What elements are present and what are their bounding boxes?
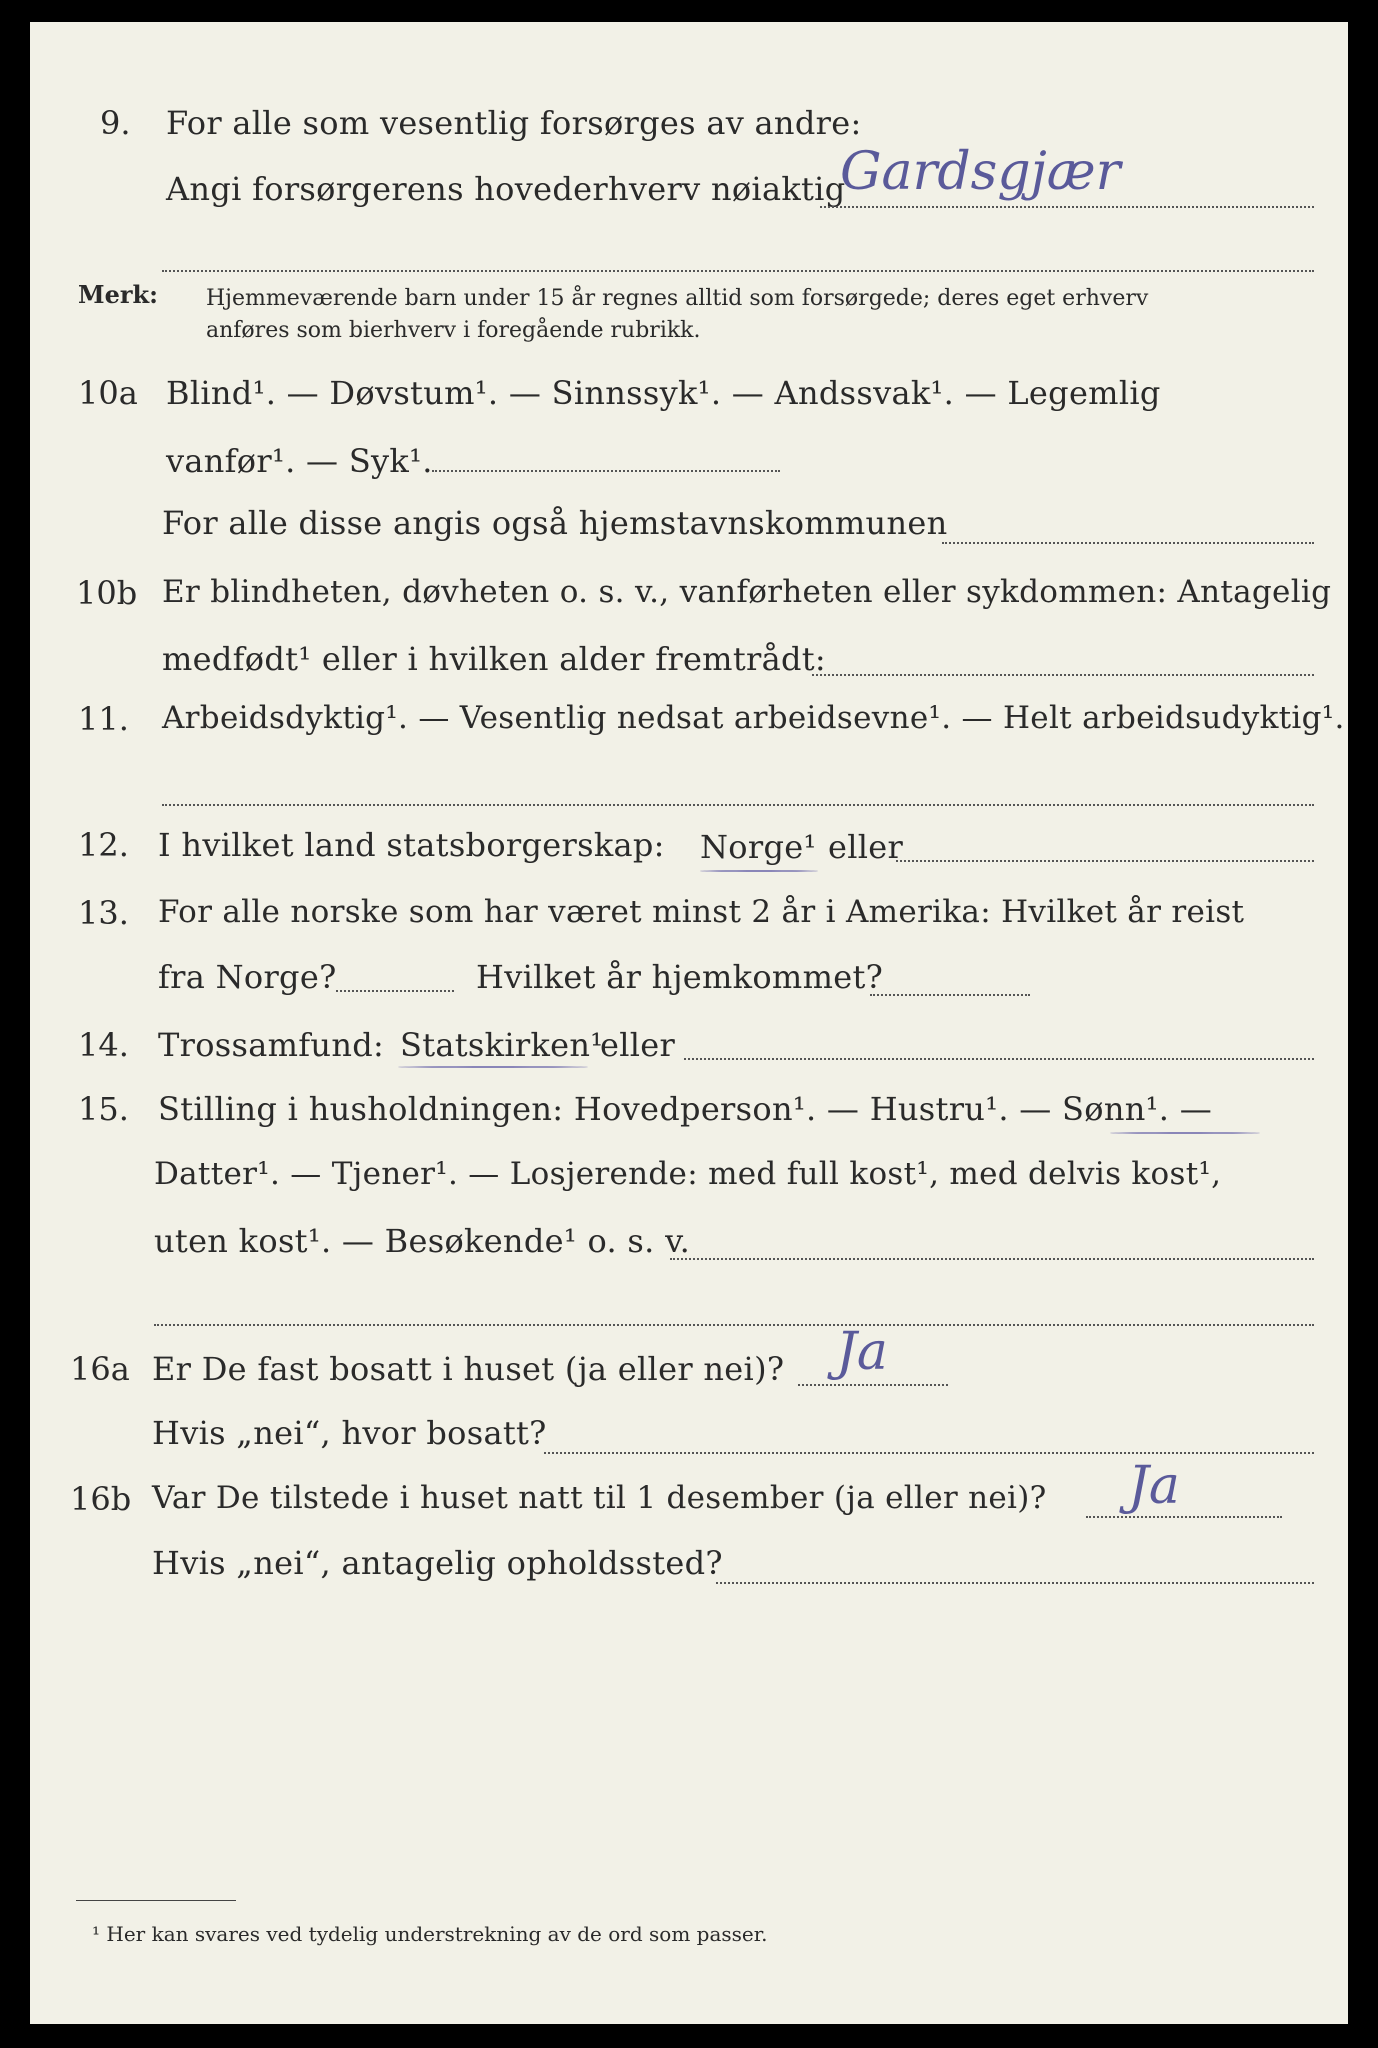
q15-extra-line	[154, 1324, 1314, 1326]
q9-handwritten-answer: Gardsgjær	[840, 142, 1121, 202]
q14-statskirken: Statskirken¹	[400, 1026, 604, 1064]
footnote-rule	[76, 1900, 236, 1901]
q9-line1: For alle som vesentlig forsørges av andre:	[166, 104, 862, 142]
merk-label: Merk:	[78, 280, 158, 309]
q12-line1: I hvilket land statsborgerskap:	[158, 826, 665, 864]
q13-line2a: fra Norge?	[158, 958, 337, 996]
q16a-handwritten-answer: Ja	[836, 1322, 888, 1382]
q9-line2: Angi forsørgerens hovederhverv nøiaktig	[166, 170, 846, 208]
q14-number: 14.	[78, 1026, 129, 1064]
q11-number: 11.	[78, 700, 129, 738]
q16b-number: 16b	[70, 1480, 132, 1518]
q15-number: 15.	[78, 1090, 129, 1128]
q10a-line1: Blind¹. — Døvstum¹. — Sinnssyk¹. — Andssvak¹. — Legemlig	[166, 374, 1161, 412]
q15-line2: Datter¹. — Tjener¹. — Losjerende: med full kost¹, med delvis kost¹,	[154, 1156, 1222, 1192]
q16b-answer-line	[1086, 1516, 1282, 1518]
q16b-line2-dots	[716, 1582, 1314, 1584]
q13-line2a-dots	[336, 990, 454, 992]
q15-dots	[670, 1258, 1314, 1260]
q10a-line3: For alle disse angis også hjemstavnskommunen	[162, 504, 948, 542]
q16b-line1: Var De tilstede i huset natt til 1 desember (ja eller nei)?	[152, 1480, 1047, 1516]
q10a-line3-dots	[942, 542, 1314, 544]
q10a-line2: vanfør¹. — Syk¹.	[166, 442, 433, 480]
q12-norge: Norge¹	[700, 828, 817, 866]
q16a-number: 16a	[70, 1350, 130, 1388]
q9-answer-line	[820, 206, 1314, 208]
q12-eller: eller	[828, 828, 904, 866]
q9-number: 9.	[100, 104, 131, 142]
q16a-line2-dots	[544, 1452, 1314, 1454]
q16a-line2: Hvis „nei“, hvor bosatt?	[152, 1414, 547, 1452]
q13-line2b: Hvilket år hjemkommet?	[476, 958, 884, 996]
q11-line1: Arbeidsdyktig¹. — Vesentlig nedsat arbeidsevne¹. — Helt arbeidsudyktig¹.	[162, 700, 1345, 736]
q10a-line2-dots	[432, 470, 780, 472]
census-form-page	[30, 22, 1348, 2024]
q16b-handwritten-answer: Ja	[1128, 1456, 1180, 1516]
q16b-line2: Hvis „nei“, antagelig opholdssted?	[152, 1544, 723, 1582]
q10b-line1: Er blindheten, døvheten o. s. v., vanførheten eller sykdommen: Antagelig	[162, 574, 1332, 610]
q15-line1: Stilling i husholdningen: Hovedperson¹. — Hustru¹. — Sønn¹. —	[158, 1090, 1213, 1128]
q9-extra-line	[162, 270, 1314, 272]
merk-line1: Hjemmeværende barn under 15 år regnes alltid som forsørgede; deres eget erhverv	[206, 286, 1149, 311]
q14-statskirken-underline	[398, 1066, 588, 1068]
q14-eller: eller	[600, 1026, 676, 1064]
q14-dots	[684, 1058, 1314, 1060]
q10a-number: 10a	[78, 374, 138, 412]
q16a-line1: Er De fast bosatt i huset (ja eller nei)?	[152, 1350, 785, 1388]
q12-dots	[896, 860, 1314, 862]
q10b-line2: medfødt¹ eller i hvilken alder fremtrådt:	[162, 640, 826, 678]
q16a-answer-line	[798, 1384, 948, 1386]
q13-line2b-dots	[870, 994, 1030, 996]
q15-line3: uten kost¹. — Besøkende¹ o. s. v.	[154, 1222, 691, 1260]
q11-extra-line	[162, 804, 1314, 806]
q14-label: Trossamfund:	[158, 1026, 385, 1064]
q12-norge-underline	[700, 870, 818, 872]
q15-sonn-underline	[1110, 1132, 1260, 1134]
merk-line2: anføres som bierhverv i foregående rubrikk.	[206, 318, 701, 343]
q10b-dots	[812, 674, 1314, 676]
q12-number: 12.	[78, 826, 129, 864]
q13-line1: For alle norske som har været minst 2 år i Amerika: Hvilket år reist	[158, 894, 1245, 930]
footnote-text: ¹ Her kan svares ved tydelig understrekning av de ord som passer.	[92, 1922, 768, 1946]
q10b-number: 10b	[76, 574, 138, 612]
q13-number: 13.	[78, 894, 129, 932]
